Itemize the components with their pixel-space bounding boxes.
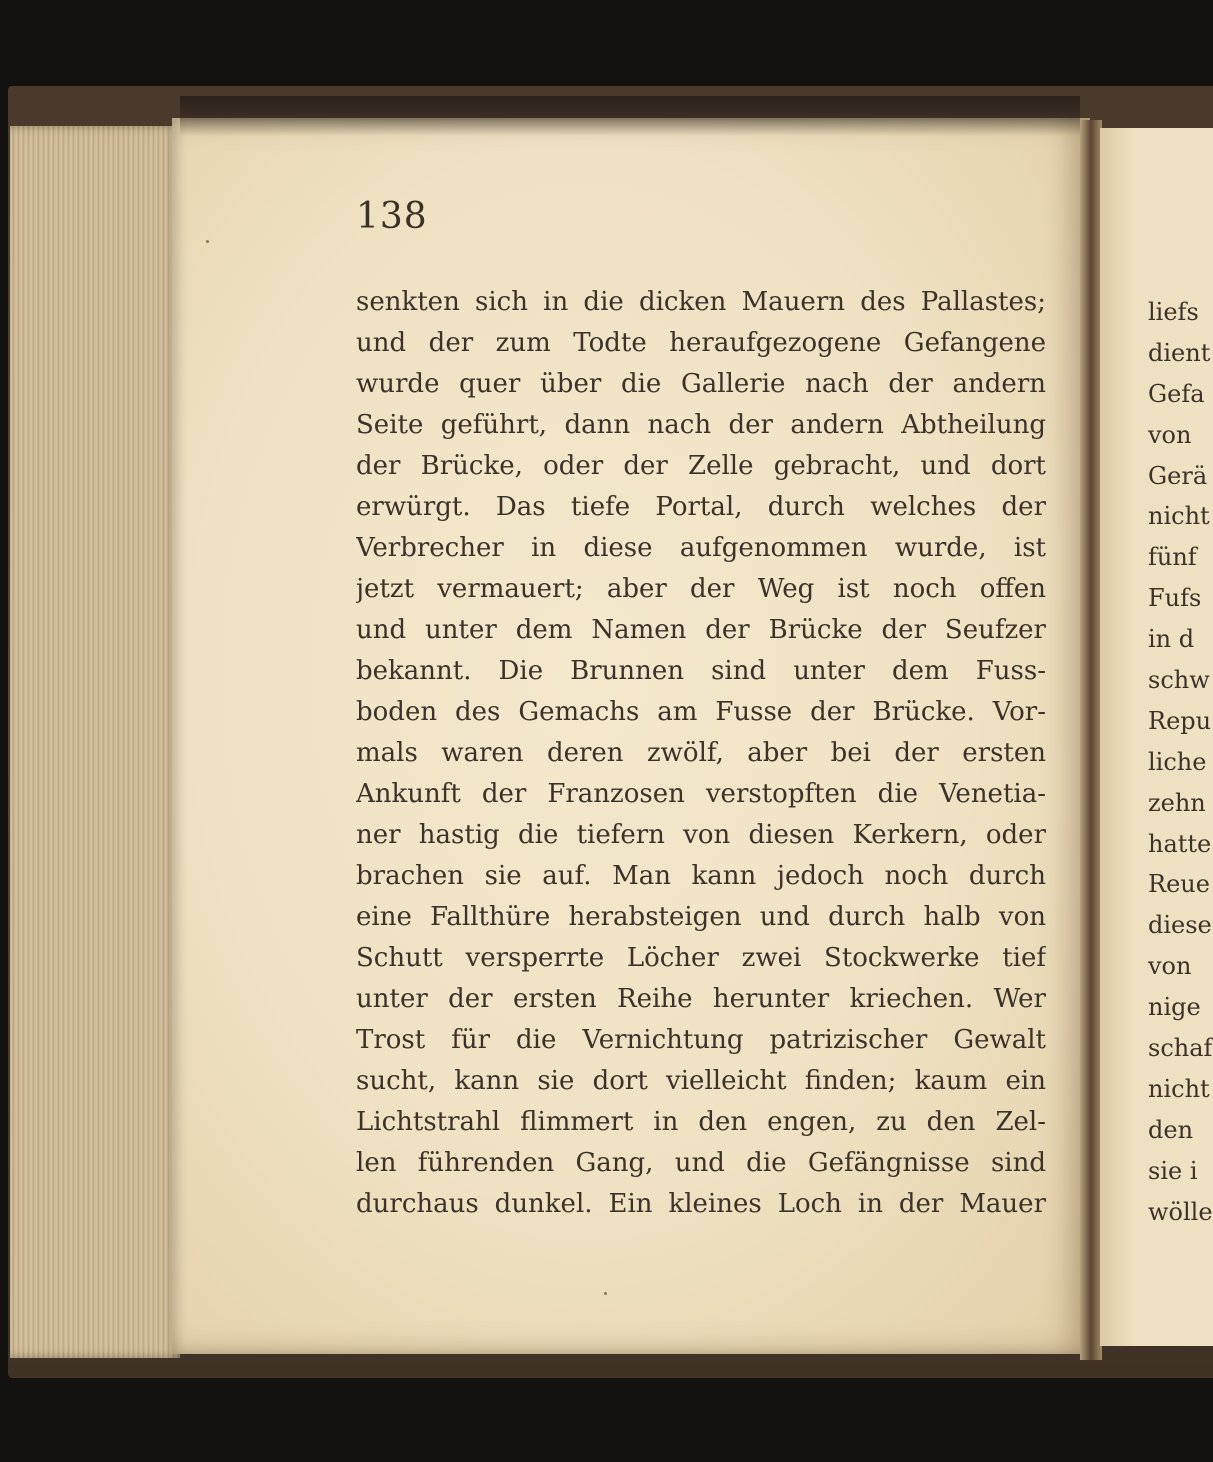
- right-page-text: [1148, 292, 1213, 1232]
- text-line-fragment: von: [1148, 952, 1192, 981]
- text-line-fragment: von: [1148, 420, 1192, 449]
- text-line-fragment: in d: [1148, 625, 1195, 654]
- paper-speck: [604, 1292, 607, 1295]
- text-line: Schutt versperrte Löcher zwei Stockwerke tief: [356, 943, 1046, 973]
- text-line-fragment: Reue: [1148, 870, 1210, 899]
- left-page-text: [356, 282, 1046, 1225]
- text-line-fragment: dient: [1148, 338, 1211, 367]
- text-line: und der zum Todte heraufgezogene Gefangene: [356, 328, 1046, 358]
- text-line: mals waren deren zwölf, aber bei der ersten: [356, 738, 1046, 768]
- text-line-fragment: schw: [1148, 666, 1210, 695]
- text-line: Lichtstrahl flimmert in den engen, zu den Zel-: [356, 1107, 1046, 1137]
- paper-speck: [206, 240, 209, 243]
- text-line-fragment: nige: [1148, 993, 1201, 1022]
- text-line-fragment: diese: [1148, 911, 1212, 940]
- text-line-fragment: Repu: [1148, 706, 1212, 735]
- text-line-fragment: Gerä: [1148, 461, 1208, 490]
- text-line-fragment: nicht: [1148, 502, 1210, 531]
- text-line: Verbrecher in diese aufgenommen wurde, ist: [356, 533, 1046, 563]
- text-line: Ankunft der Franzosen verstopften die Venetia-: [356, 779, 1046, 809]
- text-line: erwürgt. Das tiefe Portal, durch welches der: [356, 492, 1046, 522]
- text-line-fragment: den: [1148, 1115, 1194, 1144]
- text-line: len führenden Gang, und die Gefängnisse sind: [356, 1148, 1046, 1178]
- text-line-fragment: fünf: [1148, 543, 1197, 572]
- text-line: wurde quer über die Gallerie nach der andern: [356, 369, 1046, 399]
- binding-shadow: [180, 96, 1080, 136]
- text-line: der Brücke, oder der Zelle gebracht, und dort: [356, 451, 1046, 481]
- text-line: senkten sich in die dicken Mauern des Pallastes;: [356, 287, 1046, 317]
- text-line: brachen sie auf. Man kann jedoch noch durch: [356, 861, 1046, 891]
- text-line: sucht, kann sie dort vielleicht finden; kaum ein: [356, 1066, 1046, 1096]
- text-line-fragment: schaf: [1148, 1034, 1213, 1063]
- text-line: ner hastig die tiefern von diesen Kerkern, oder: [356, 820, 1046, 850]
- text-line: Seite geführt, dann nach der andern Abtheilung: [356, 410, 1046, 440]
- text-line: und unter dem Namen der Brücke der Seufzer: [356, 615, 1046, 645]
- text-line: bekannt. Die Brunnen sind unter dem Fuss-: [356, 656, 1046, 686]
- text-line: Trost für die Vernichtung patrizischer Gewalt: [356, 1025, 1046, 1055]
- text-line-fragment: sie i: [1148, 1156, 1198, 1185]
- text-line: boden des Gemachs am Fusse der Brücke. Vor-: [356, 697, 1046, 727]
- text-line-fragment: liche: [1148, 747, 1207, 776]
- text-line-fragment: nicht: [1148, 1074, 1210, 1103]
- text-line: eine Fallthüre herabsteigen und durch halb von: [356, 902, 1046, 932]
- text-line-fragment: Fufs: [1148, 584, 1202, 613]
- page-number: 138: [356, 196, 428, 237]
- page-edges: [10, 126, 180, 1358]
- book-gutter: [1080, 120, 1102, 1360]
- text-line: unter der ersten Reihe herunter kriechen. Wer: [356, 984, 1046, 1014]
- text-line-fragment: wölle: [1148, 1197, 1213, 1226]
- text-line: jetzt vermauert; aber der Weg ist noch offen: [356, 574, 1046, 604]
- text-line-fragment: zehn: [1148, 788, 1206, 817]
- text-line: durchaus dunkel. Ein kleines Loch in der Mauer: [356, 1189, 1046, 1219]
- text-line-fragment: hatte: [1148, 829, 1212, 858]
- text-line-fragment: liefs: [1148, 298, 1199, 326]
- text-line-fragment: Gefa: [1148, 379, 1205, 408]
